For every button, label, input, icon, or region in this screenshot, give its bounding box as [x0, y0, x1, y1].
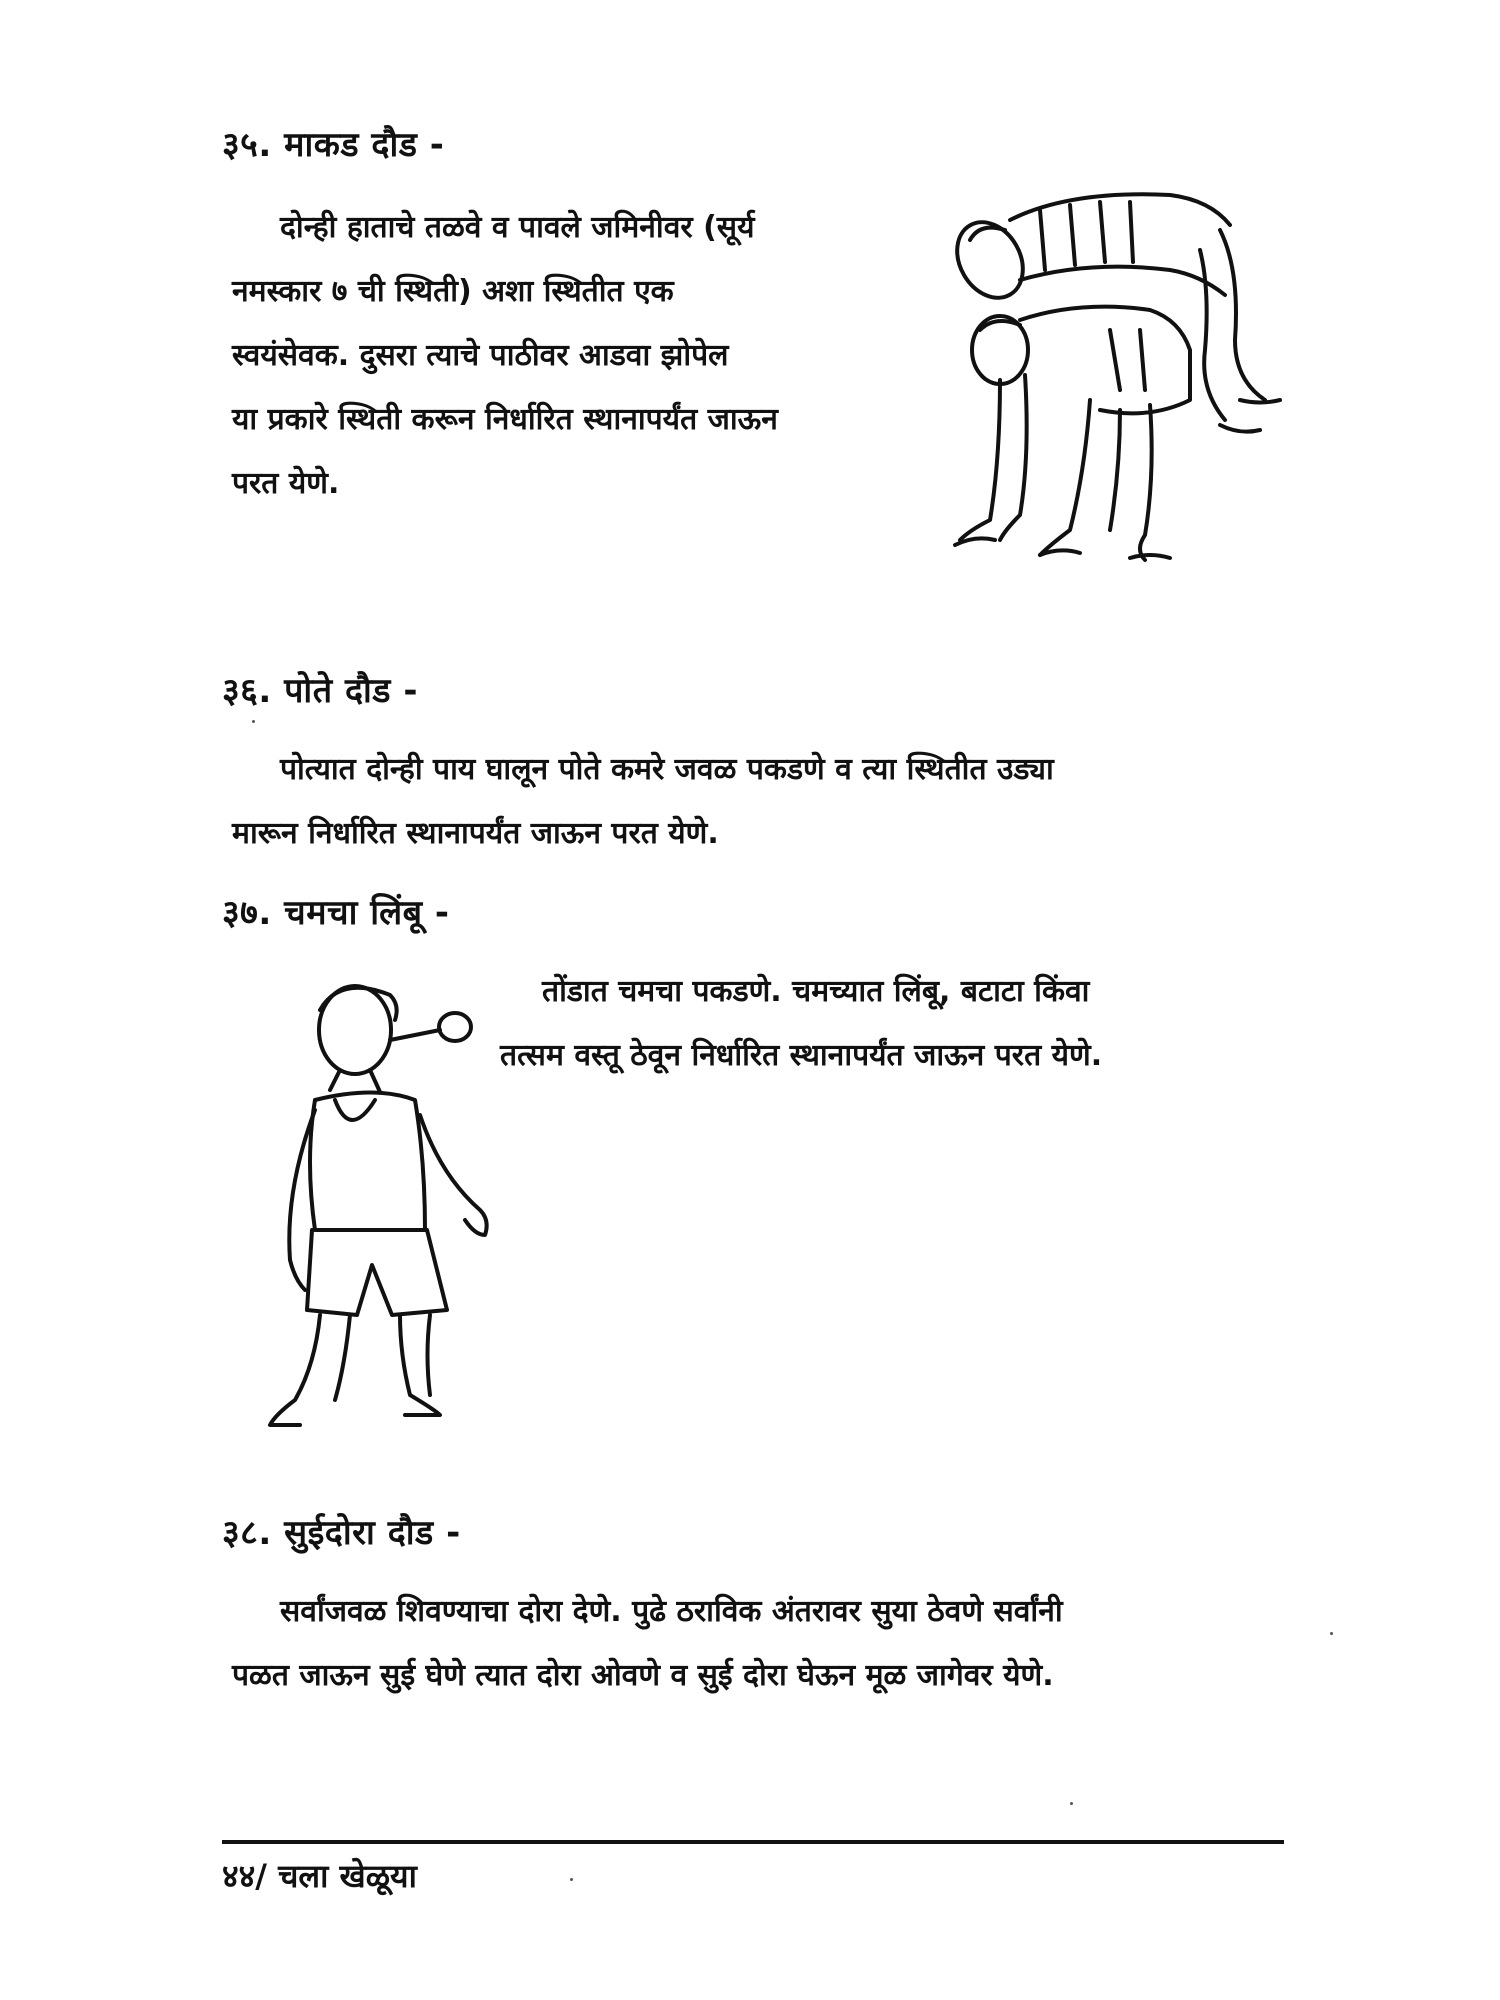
- section-35-line: परत येणे.: [232, 466, 340, 501]
- scan-speck: [1070, 1802, 1073, 1805]
- section-37-line: तोंडात चमचा पकडणे. चमच्यात लिंबू, बटाटा किंवा: [542, 974, 1090, 1009]
- scan-speck: [1330, 1632, 1333, 1635]
- spoon-lemon-illustration: [240, 970, 500, 1430]
- footer-rule: [222, 1840, 1284, 1844]
- section-38-line: पळत जाऊन सुई घेणे त्यात दोरा ओवणे व सुई दोरा घेऊन मूळ जागेवर येणे.: [232, 1658, 1054, 1693]
- section-37-line: तत्सम वस्तू ठेवून निर्धारित स्थानापर्यंत जाऊन परत येणे.: [500, 1038, 1103, 1073]
- section-35-line: नमस्कार ७ ची स्थिती) अशा स्थितीत एक: [232, 274, 674, 309]
- section-35-heading: ३५. माकड दौड -: [222, 125, 445, 165]
- section-38-text: [232, 1580, 1292, 1708]
- section-35-line: दोन्ही हाताचे तळवे व पावले जमिनीवर (सूर्य: [280, 210, 755, 245]
- section-35-line: या प्रकारे स्थिती करून निर्धारित स्थानापर्यंत जाऊन: [232, 402, 778, 437]
- section-37-heading: ३७. चमचा लिंबू -: [222, 893, 450, 933]
- section-38-line: सर्वांजवळ शिवण्याचा दोरा देणे. पुढे ठराविक अंतरावर सुया ठेवणे सर्वांनी: [280, 1594, 1063, 1629]
- section-36-heading: ३६. पोते दौड -: [222, 671, 418, 711]
- section-38-heading: ३८. सुईदोरा दौड -: [222, 1513, 461, 1553]
- section-37-text: [500, 960, 1300, 1088]
- section-35-line: स्वयंसेवक. दुसरा त्याचे पाठीवर आडवा झोपेल: [232, 338, 729, 373]
- page-footer: ४४/ चला खेळूया: [222, 1857, 417, 1895]
- section-36-line: पोत्यात दोन्ही पाय घालून पोते कमरे जवळ पकडणे व त्या स्थितीत उड्या: [280, 752, 1054, 787]
- scan-speck: [570, 1878, 573, 1881]
- section-36-text: [232, 738, 1292, 866]
- section-35-text: [232, 196, 912, 516]
- scan-speck: [252, 720, 255, 723]
- section-36-line: मारून निर्धारित स्थानापर्यंत जाऊन परत येणे.: [232, 816, 719, 851]
- monkey-race-illustration: [940, 180, 1310, 570]
